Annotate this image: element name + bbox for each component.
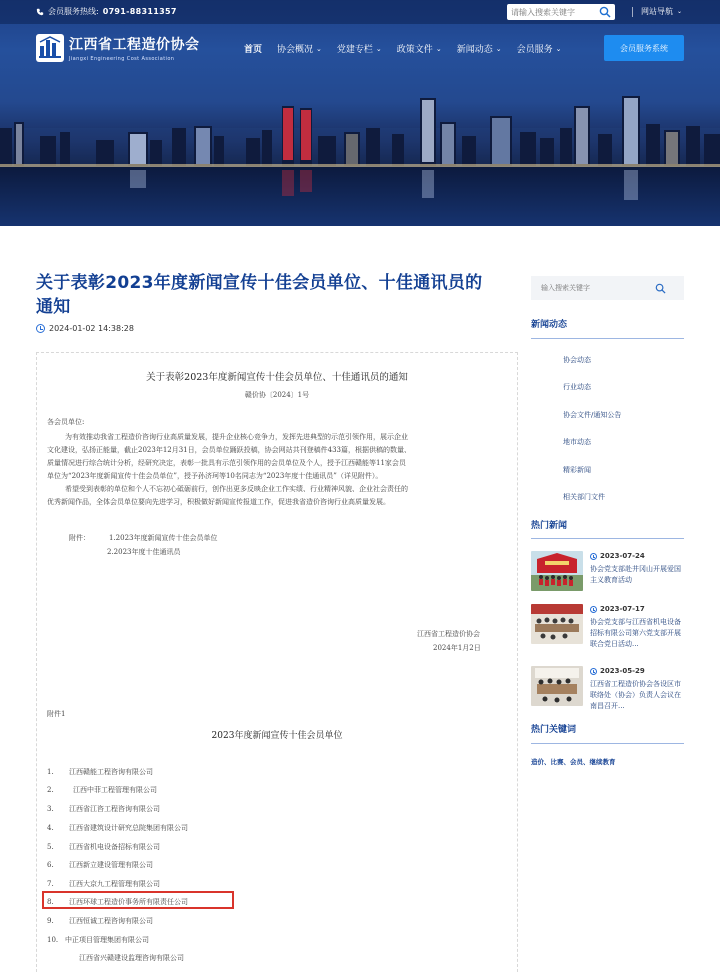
member-system-button[interactable]: 会员服务系统 [604, 35, 684, 61]
hot-news-thumbnail [531, 666, 583, 706]
doc-body [47, 431, 509, 509]
sidebar-link[interactable]: 相关部门文件 [563, 493, 605, 501]
chevron-down-icon: ⌄ [555, 44, 562, 53]
nav-label: 新闻动态 [456, 45, 493, 55]
hot-news-title: 协会党支部与江西省机电设备招标有限公司第六党支部开展联合党日活动... [590, 618, 681, 648]
nav-item-member[interactable] [517, 42, 562, 55]
hotline-number: 0791-88311357 [102, 7, 177, 16]
doc-salutation: 各会员单位: [47, 418, 85, 426]
list-item-number: 5. [47, 843, 54, 851]
nav-item-news[interactable] [457, 42, 502, 55]
search-icon[interactable] [655, 283, 666, 294]
list-item-number: 9. [47, 917, 54, 925]
list-item-number: 6. [47, 861, 54, 869]
list-item-number: 8. [47, 898, 54, 906]
site-nav-label: 网站导航 [641, 7, 673, 16]
top-search-input[interactable] [507, 5, 593, 19]
sidebar-search-box [531, 276, 684, 300]
sidebar-keywords-heading: 热门关键词 [531, 725, 577, 735]
divider [531, 538, 684, 539]
list-item [47, 953, 184, 963]
sidebar-hot-heading: 热门新闻 [531, 521, 568, 531]
list-item-number: 1. [47, 768, 54, 776]
list-item [47, 916, 153, 926]
hot-news-item[interactable] [531, 666, 684, 710]
hot-news-thumbnail [531, 604, 583, 644]
nav-label: 会员服务 [516, 45, 553, 55]
hot-news-date-text: 2023-07-24 [600, 552, 645, 560]
nav-item-about[interactable] [277, 42, 322, 55]
nav-label: 党建专栏 [336, 45, 373, 55]
list-item-name: 江西省机电设备招标有限公司 [69, 843, 160, 851]
top-utility-bar [0, 0, 720, 24]
list-item [47, 767, 153, 777]
article-datetime-text: 2024-01-02 14:38:28 [49, 324, 134, 333]
chevron-down-icon: ⌄ [435, 44, 442, 53]
nav-item-policy[interactable] [397, 42, 442, 55]
doc-paragraph-line: 单位为“2023年度新闻宣传十佳会员单位”，授予孙济珂等10名同志为“2023年度十佳通讯员”（详见附件）。 [47, 472, 383, 480]
chevron-down-icon: ⌄ [677, 8, 683, 15]
hot-keywords[interactable]: 造价、比赛、会员、继续教育 [531, 758, 616, 766]
doc-paragraph-line: 优秀新闻作品，全体会员单位要向先进学习，积极做好新闻宣传报道工作，促进我省造价咨询行业高质量发展。 [47, 498, 390, 506]
sidebar-link[interactable]: 协会动态 [563, 356, 591, 364]
sidebar-link[interactable]: 地市动态 [563, 438, 591, 446]
doc-signature-date: 2024年1月2日 [433, 644, 481, 652]
chevron-down-icon: ⌄ [375, 44, 382, 53]
hot-news-date [590, 552, 645, 560]
doc-paragraph-line: 为有效推动我省工程造价咨询行业高质量发展，提升企业核心竞争力，发挥先进典型的示范引领作用，展示企业 [65, 433, 408, 441]
doc-attachments-label: 附件： [69, 534, 90, 542]
clock-icon [590, 606, 597, 613]
doc-attachment-2: 2.2023年度十佳通讯员 [107, 548, 181, 556]
city-skyline-image [0, 88, 720, 226]
site-navigation-menu[interactable] [632, 6, 682, 17]
hot-news-date [590, 667, 645, 675]
doc-appendix-label: 附件1 [47, 710, 66, 718]
list-item [47, 804, 160, 814]
list-item-name: 江西恒诚工程咨询有限公司 [69, 917, 153, 925]
main-navigation [244, 42, 576, 55]
search-icon[interactable] [599, 6, 611, 18]
list-item-name: 江西省江咨工程咨询有限公司 [69, 805, 160, 813]
divider [531, 338, 684, 339]
article-datetime [36, 324, 134, 333]
logo-name-en: Jiangxi Engineering Cost Association [69, 56, 175, 62]
doc-paragraph-line: 质量情况进行综合统计分析，经研究决定，表彰一批具有示范引领作用的会员单位及个人，授予江西赣能等11家会员 [47, 459, 406, 467]
hot-news-date-text: 2023-07-17 [600, 605, 645, 613]
header-banner [0, 0, 720, 226]
doc-paragraph-line: 希望受到表彰的单位和个人不忘初心砥砺前行，创作出更多反映企业工作实绩、行业精神风貌、企业社会责任的 [65, 485, 408, 493]
doc-signature-org: 江西省工程造价协会 [417, 630, 480, 638]
site-logo[interactable] [36, 34, 200, 62]
sidebar-link[interactable]: 协会文件/通知公告 [563, 411, 622, 419]
list-item-name: 江西赣能工程咨询有限公司 [69, 768, 153, 776]
hot-news-item[interactable] [531, 551, 684, 591]
nav-label: 政策文件 [396, 45, 433, 55]
hot-news-thumbnail [531, 551, 583, 591]
list-item-number: 4. [47, 824, 54, 832]
list-item-number: 7. [47, 880, 54, 888]
list-item-number: 10. [47, 936, 59, 944]
list-item-name: 江西新立建设管理有限公司 [69, 861, 153, 869]
list-item-name: 中正项目管理集团有限公司 [65, 936, 149, 944]
list-item [47, 879, 160, 889]
sidebar-search-input[interactable] [531, 278, 655, 298]
phone-icon [36, 8, 44, 16]
logo-emblem-icon [36, 34, 64, 62]
nav-label: 协会概况 [277, 45, 314, 55]
top-search-box [507, 4, 615, 20]
list-item [47, 823, 188, 833]
article-title: 关于表彰2023年度新闻宣传十佳会员单位、十佳通讯员的通知 [36, 273, 483, 317]
hotline-label: 会员服务热线: [48, 7, 99, 16]
nav-label: 首页 [244, 45, 263, 55]
clock-icon [36, 324, 45, 333]
list-item [47, 935, 149, 945]
highlight-box [42, 891, 234, 909]
hot-news-date-text: 2023-05-29 [600, 667, 645, 675]
hot-news-item[interactable] [531, 604, 684, 648]
hot-news-title: 协会党支部赴井冈山开展爱国主义教育活动 [590, 565, 681, 584]
list-item [47, 785, 157, 795]
list-item-name: 江西大京九工程管理有限公司 [69, 880, 160, 888]
list-item [47, 860, 153, 870]
list-item [47, 842, 160, 852]
hot-news-date [590, 605, 645, 613]
chevron-down-icon: ⌄ [495, 44, 502, 53]
doc-attachment-1: 1.2023年度新闻宣传十佳会员单位 [109, 534, 218, 542]
clock-icon [590, 668, 597, 675]
notice-document-image [36, 352, 518, 972]
nav-item-party[interactable] [337, 42, 382, 55]
logo-name-cn: 江西省工程造价协会 [69, 37, 200, 53]
list-item-name: 江西省兴赣建设监理咨询有限公司 [79, 954, 184, 962]
divider [632, 7, 633, 17]
list-item-number: 2. [47, 786, 54, 794]
doc-title: 关于表彰2023年度新闻宣传十佳会员单位、十佳通讯员的通知 [146, 372, 408, 383]
list-item-name: 江西中菲工程管理有限公司 [73, 786, 157, 794]
service-hotline [36, 6, 177, 17]
chevron-down-icon: ⌄ [316, 44, 322, 53]
doc-paragraph-line: 文化建设，弘扬正能量，截止2023年12月31日，会员单位踊跃投稿，协会网站共刊登稿件433篇，根据供稿的数量、 [47, 446, 411, 454]
divider [531, 743, 684, 744]
sidebar-link[interactable]: 精彩新闻 [563, 466, 591, 474]
list-item-name: 江西环球工程造价事务所有限责任公司 [69, 898, 188, 906]
sidebar-news-heading: 新闻动态 [531, 320, 568, 330]
sidebar-link[interactable]: 行业动态 [563, 383, 591, 391]
doc-number: 赣价协〔2024〕1号 [244, 391, 310, 399]
hot-news-title: 江西省工程造价协会各设区市联络处（协会）负责人会议在南昌召开... [590, 680, 681, 710]
list-item-number: 3. [47, 805, 54, 813]
nav-item-home[interactable] [244, 42, 262, 55]
doc-appendix-title: 2023年度新闻宣传十佳会员单位 [211, 731, 343, 741]
list-item-name: 江西省建筑设计研究总院集团有限公司 [69, 824, 188, 832]
clock-icon [590, 553, 597, 560]
